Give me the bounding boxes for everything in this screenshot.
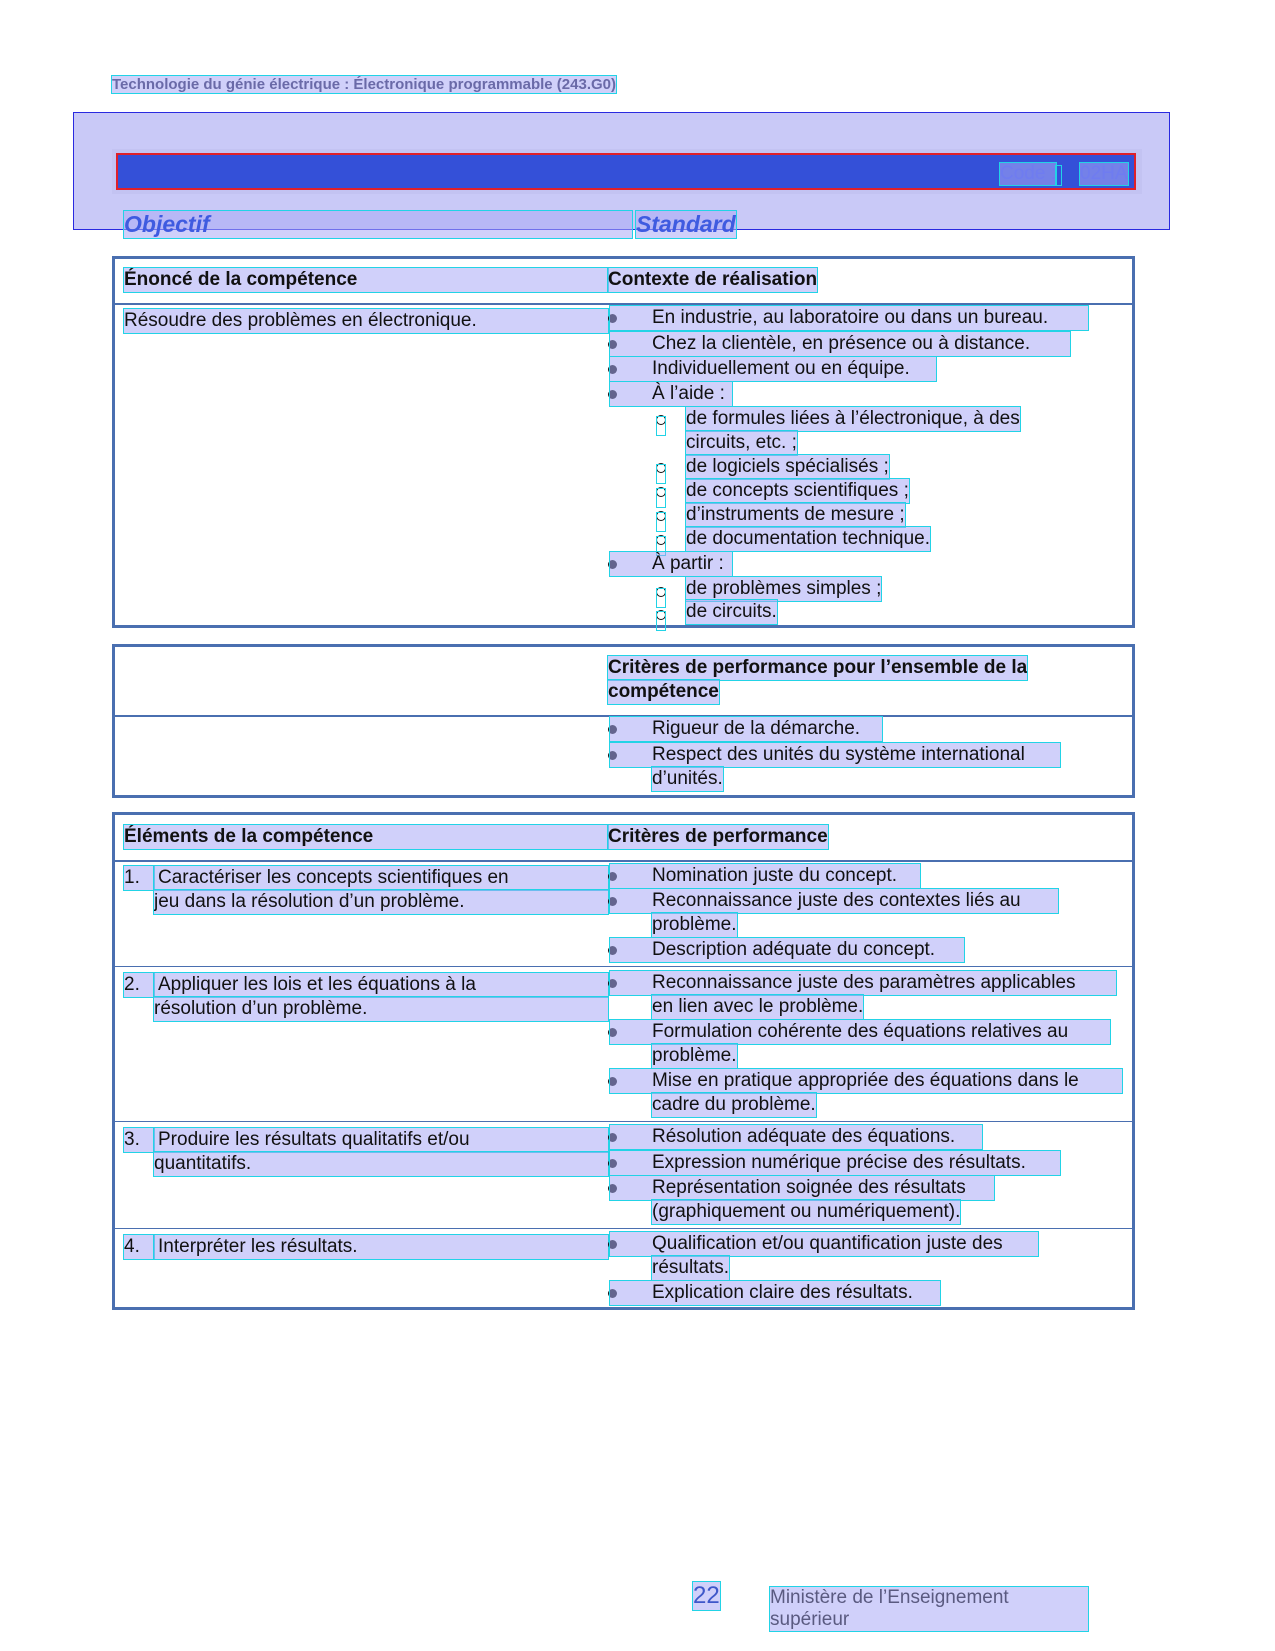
sub-bullet-marker-icon <box>657 465 665 483</box>
criterion-item: Nomination juste du concept. <box>610 864 920 888</box>
sub-bullet-marker-icon <box>657 417 665 435</box>
context-subitem: de problèmes simples ; <box>686 578 882 599</box>
criterion-item-cont: résultats. <box>652 1257 730 1278</box>
overall-criteria-header: Critères de performance pour l’ensemble de la <box>608 657 1028 678</box>
footer-ministry: Ministère de l’Enseignement supérieur <box>770 1587 1088 1631</box>
criterion-item-cont: en lien avec le problème. <box>652 996 864 1017</box>
objectif-heading: Objectif <box>124 211 632 238</box>
element-text-cont: quantitatifs. <box>154 1152 608 1176</box>
context-item: À partir : <box>610 552 732 576</box>
sub-bullet-marker-icon <box>657 612 665 630</box>
context-subitem: de documentation technique. <box>686 528 931 549</box>
competency-statement-header: Énoncé de la compétence <box>124 268 608 292</box>
overall-criterion: Rigueur de la démarche. <box>610 717 882 741</box>
criterion-item-cont: cadre du problème. <box>652 1094 816 1115</box>
sub-bullet-marker-icon <box>657 513 665 531</box>
context-header: Contexte de réalisation <box>608 269 818 290</box>
table-divider <box>115 860 1132 862</box>
page-number: 22 <box>693 1582 720 1609</box>
element-number: 3. <box>124 1128 154 1152</box>
element-number: 1. <box>124 866 154 890</box>
standard-heading: Standard <box>636 211 736 237</box>
context-item: À l’aide : <box>610 382 732 406</box>
context-item: Chez la clientèle, en présence ou à distance. <box>610 332 1070 356</box>
element-text: Appliquer les lois et les équations à la <box>154 973 608 997</box>
criterion-item: Qualification et/ou quantification juste des <box>610 1232 1038 1256</box>
context-subitem: d’instruments de mesure ; <box>686 504 905 525</box>
criterion-item: Représentation soignée des résultats <box>610 1176 994 1200</box>
element-number: 4. <box>124 1235 154 1259</box>
sub-bullet-marker-icon <box>657 489 665 507</box>
criterion-item: Formulation cohérente des équations relatives au <box>610 1020 1110 1044</box>
criterion-item: Résolution adéquate des équations. <box>610 1125 982 1149</box>
table-divider <box>115 303 1132 305</box>
element-text: Interpréter les résultats. <box>154 1235 608 1259</box>
criterion-item: Reconnaissance juste des paramètres applicables <box>610 971 1116 995</box>
criterion-item: Explication claire des résultats. <box>610 1281 940 1305</box>
sub-bullet-marker-icon <box>657 589 665 607</box>
context-subitem: circuits, etc. ; <box>686 432 797 453</box>
criterion-item: Expression numérique précise des résultats. <box>610 1151 1060 1175</box>
criterion-item: Mise en pratique appropriée des équations dans le <box>610 1069 1122 1093</box>
competency-statement: Résoudre des problèmes en électronique. <box>124 309 608 333</box>
performance-criteria-header: Critères de performance <box>608 826 828 847</box>
overall-criterion-cont: d’unités. <box>652 768 723 789</box>
overall-criteria-header-cont: compétence <box>608 681 719 702</box>
element-text-cont: jeu dans la résolution d’un problème. <box>154 890 608 914</box>
criterion-item-cont: problème. <box>652 914 737 935</box>
criterion-item-cont: (graphiquement ou numériquement). <box>652 1201 961 1222</box>
criterion-item: Description adéquate du concept. <box>610 938 964 962</box>
row-divider <box>115 1228 1132 1229</box>
overall-criterion: Respect des unités du système international <box>610 743 1060 767</box>
element-text: Produire les résultats qualitatifs et/ou <box>154 1128 608 1152</box>
code-bar <box>116 153 1136 190</box>
context-subitem: de concepts scientifiques ; <box>686 480 909 501</box>
elements-header: Éléments de la compétence <box>124 825 608 849</box>
criterion-item-cont: problème. <box>652 1045 737 1066</box>
code-label: Code : <box>1000 163 1056 184</box>
context-subitem: de formules liées à l’électronique, à des <box>686 408 1020 429</box>
context-subitem: de logiciels spécialisés ; <box>686 456 889 477</box>
context-item: En industrie, au laboratoire ou dans un bureau. <box>610 306 1088 330</box>
element-text-cont: résolution d’un problème. <box>154 997 608 1021</box>
row-divider <box>115 1121 1132 1122</box>
row-divider <box>115 966 1132 967</box>
running-head: Technologie du génie électrique : Électronique programmable (243.G0) <box>112 76 616 93</box>
code-separator-icon <box>1056 166 1061 185</box>
code-value: 02HA <box>1080 163 1128 184</box>
context-item: Individuellement ou en équipe. <box>610 357 936 381</box>
element-text: Caractériser les concepts scientifiques en <box>154 866 608 890</box>
context-subitem: de circuits. <box>686 601 777 622</box>
criterion-item: Reconnaissance juste des contextes liés au <box>610 889 1058 913</box>
element-number: 2. <box>124 973 154 997</box>
